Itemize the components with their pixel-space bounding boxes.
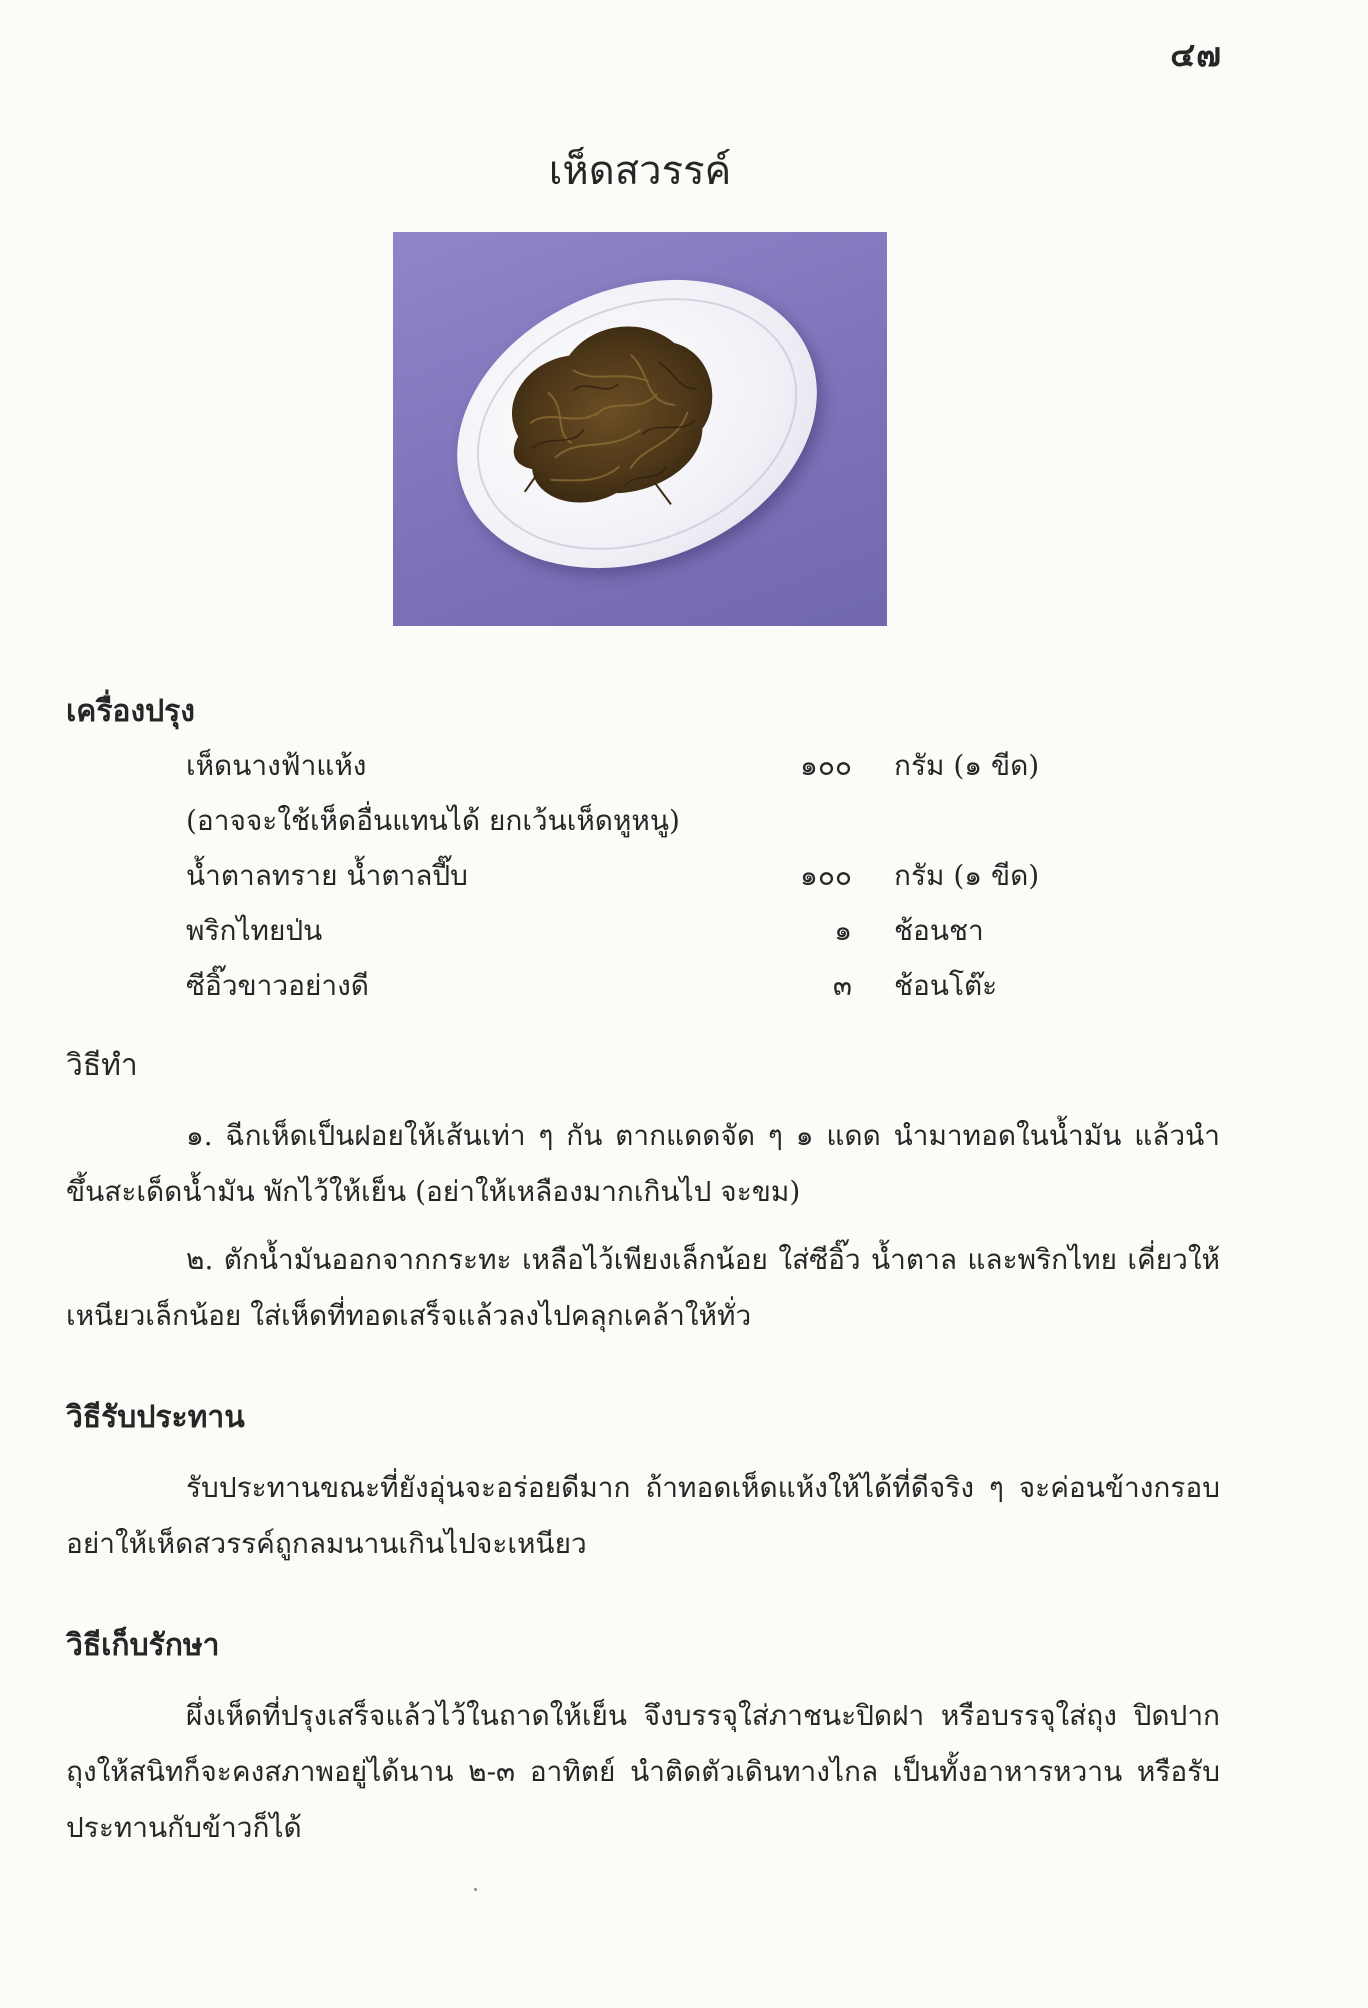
ingredient-unit: ช้อนโต๊ะ <box>894 969 998 1002</box>
storage-text: ผึ่งเห็ดที่ปรุงเสร็จแล้วไว้ในถาดให้เย็น จึงบรรจุใส่ภาชนะปิดฝา หรือบรรจุใส่ถุง ปิดปากถุงให้สนิทก็จะคงสภาพอยู่ได้นาน ๒-๓ อาทิตย์ นำติดตัวเดินทางไกล เป็นทั้งอาหารหวาน หรือรับประทานกับข้าวก็ได้ <box>66 1699 1220 1844</box>
ingredient-qty: ๓ <box>832 969 852 1002</box>
ingredient-qty: ๑ <box>834 914 852 947</box>
ingredient-name: พริกไทยป่น <box>186 914 323 947</box>
page-number: ๔๗ <box>1170 35 1222 74</box>
ingredient-qty: ๑๐๐ <box>800 859 852 892</box>
ingredient-name: เห็ดนางฟ้าแห้ง <box>186 749 367 782</box>
method-heading: วิธีทำ <box>66 1048 138 1083</box>
ingredient-qty: ๑๐๐ <box>800 749 852 782</box>
storage-heading: วิธีเก็บรักษา <box>66 1628 220 1663</box>
ingredient-unit: ช้อนชา <box>894 914 984 947</box>
ingredient-name: น้ำตาลทราย น้ำตาลปี๊บ <box>186 859 468 892</box>
ingredient-name: ซีอิ๊วขาวอย่างดี <box>186 969 369 1002</box>
serving-heading: วิธีรับประทาน <box>66 1400 245 1435</box>
method-step-1: ๑. ฉีกเห็ดเป็นฝอยให้เส้นเท่า ๆ กัน ตากแดดจัด ๆ ๑ แดด นำมาทอดในน้ำมัน แล้วนำขึ้นสะเด็ดน้ำมัน พักไว้ให้เย็น (อย่าให้เหลืองมากเกินไป จะขม) <box>66 1119 1220 1208</box>
dish-photo <box>393 232 887 626</box>
scan-speck <box>474 1888 477 1891</box>
serving-text: รับประทานขณะที่ยังอุ่นจะอร่อยดีมาก ถ้าทอดเห็ดแห้งให้ได้ที่ดีจริง ๆ จะค่อนข้างกรอบ อย่าให้เห็ดสวรรค์ถูกลมนานเกินไปจะเหนียว <box>66 1471 1220 1560</box>
ingredients-heading: เครื่องปรุง <box>66 694 195 729</box>
method-step-2: ๒. ตักน้ำมันออกจากกระทะ เหลือไว้เพียงเล็กน้อย ใส่ซีอิ๊ว น้ำตาล และพริกไทย เคี่ยวให้เหนียวเล็กน้อย ใส่เห็ดที่ทอดเสร็จแล้วลงไปคลุกเคล้าให้ทั่ว <box>66 1243 1220 1332</box>
ingredient-unit: กรัม (๑ ขีด) <box>894 859 1040 892</box>
recipe-title: เห็ดสวรรค์ <box>548 148 732 194</box>
ingredient-note: (อาจจะใช้เห็ดอื่นแทนได้ ยกเว้นเห็ดหูหนู) <box>186 804 680 837</box>
ingredient-unit: กรัม (๑ ขีด) <box>894 749 1040 782</box>
